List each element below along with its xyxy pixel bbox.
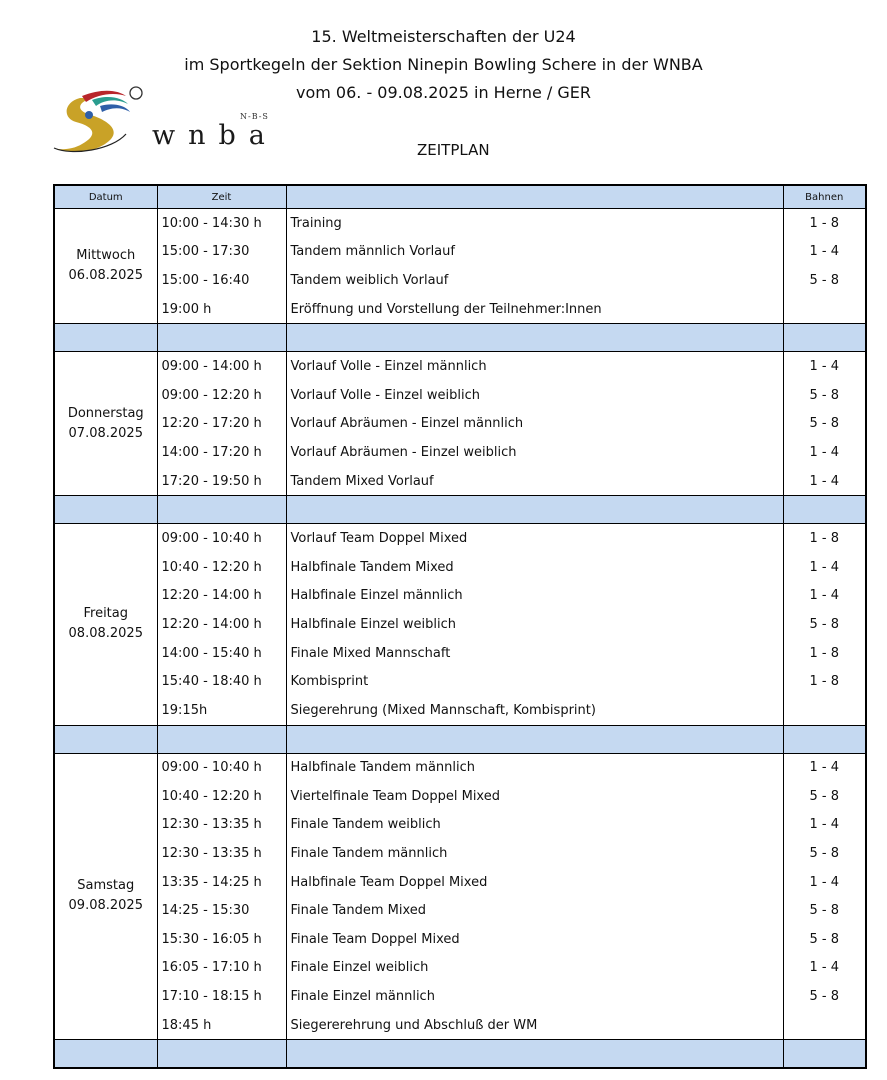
event-cell: Finale Mixed Mannschaft (286, 639, 783, 668)
table-row (54, 839, 866, 868)
lanes-cell (783, 295, 866, 324)
separator-cell (783, 496, 866, 524)
event-cell: Finale Tandem männlich (286, 839, 783, 868)
time-cell: 16:05 - 17:10 h (157, 954, 286, 983)
day-separator-row (54, 324, 866, 352)
event-cell: Finale Team Doppel Mixed (286, 925, 783, 954)
event-cell: Siegererehrung und Abschluß der WM (286, 1011, 783, 1040)
time-cell: 19:00 h (157, 295, 286, 324)
separator-cell (54, 496, 157, 524)
table-row (54, 982, 866, 1011)
time-cell: 13:35 - 14:25 h (157, 868, 286, 897)
separator-cell (783, 324, 866, 352)
event-cell: Tandem männlich Vorlauf (286, 238, 783, 267)
time-cell: 10:40 - 12:20 h (157, 553, 286, 582)
time-cell: 14:00 - 17:20 h (157, 438, 286, 467)
separator-cell (783, 1040, 866, 1069)
event-cell: Halbfinale Einzel weiblich (286, 610, 783, 639)
separator-cell (783, 725, 866, 753)
time-cell: 15:00 - 17:30 (157, 238, 286, 267)
schedule-table (53, 184, 867, 1069)
lanes-cell: 1 - 8 (783, 524, 866, 553)
lanes-cell: 1 - 8 (783, 639, 866, 668)
event-cell: Eröffnung und Vorstellung der Teilnehmer:Innen (286, 295, 783, 324)
separator-cell (54, 725, 157, 753)
lanes-cell (783, 1011, 866, 1040)
time-cell: 12:20 - 14:00 h (157, 610, 286, 639)
event-cell: Finale Einzel männlich (286, 982, 783, 1011)
day-name: Samstag (77, 878, 135, 894)
lanes-cell: 5 - 8 (783, 982, 866, 1011)
table-row (54, 925, 866, 954)
event-cell: Halbfinale Tandem männlich (286, 753, 783, 782)
time-cell: 14:00 - 15:40 h (157, 639, 286, 668)
separator-cell (286, 496, 783, 524)
time-cell: 17:10 - 18:15 h (157, 982, 286, 1011)
day-separator-row (54, 496, 866, 524)
column-header-time: Zeit (157, 185, 286, 209)
table-row (54, 295, 866, 324)
logo-text: wnba (152, 120, 278, 151)
lanes-cell: 1 - 4 (783, 352, 866, 381)
lanes-cell: 1 - 8 (783, 667, 866, 696)
event-cell: Vorlauf Volle - Einzel männlich (286, 352, 783, 381)
wnba-logo (52, 84, 292, 158)
time-cell: 12:30 - 13:35 h (157, 811, 286, 840)
separator-cell (286, 725, 783, 753)
table-row (54, 639, 866, 668)
logo-subtext: N-B-S (240, 112, 269, 121)
separator-cell (157, 1040, 286, 1069)
day-date: 07.08.2025 (68, 425, 143, 441)
event-cell: Vorlauf Team Doppel Mixed (286, 524, 783, 553)
table-row (54, 811, 866, 840)
lanes-cell: 1 - 4 (783, 954, 866, 983)
day-date: 09.08.2025 (68, 898, 143, 914)
day-cell (54, 753, 157, 1040)
event-cell: Training (286, 209, 783, 238)
lanes-cell: 1 - 4 (783, 868, 866, 897)
event-cell: Finale Tandem Mixed (286, 896, 783, 925)
table-row (54, 1011, 866, 1040)
lanes-cell: 5 - 8 (783, 839, 866, 868)
time-cell: 12:20 - 14:00 h (157, 582, 286, 611)
lanes-cell: 5 - 8 (783, 925, 866, 954)
table-row (54, 438, 866, 467)
event-cell: Siegerehrung (Mixed Mannschaft, Kombisprint) (286, 696, 783, 725)
day-cell (54, 524, 157, 725)
day-date: 08.08.2025 (68, 626, 143, 642)
time-cell: 15:00 - 16:40 (157, 266, 286, 295)
time-cell: 18:45 h (157, 1011, 286, 1040)
table-row (54, 381, 866, 410)
table-row (54, 467, 866, 496)
lanes-cell: 1 - 4 (783, 467, 866, 496)
day-separator-row (54, 1040, 866, 1069)
lanes-cell: 5 - 8 (783, 610, 866, 639)
event-cell: Tandem weiblich Vorlauf (286, 266, 783, 295)
time-cell: 09:00 - 12:20 h (157, 381, 286, 410)
lanes-cell: 1 - 8 (783, 209, 866, 238)
time-cell: 19:15h (157, 696, 286, 725)
time-cell: 09:00 - 10:40 h (157, 753, 286, 782)
table-row (54, 868, 866, 897)
time-cell: 12:20 - 17:20 h (157, 410, 286, 439)
day-cell (54, 352, 157, 496)
table-row (54, 553, 866, 582)
column-header-lanes: Bahnen (783, 185, 866, 209)
lanes-cell: 1 - 4 (783, 238, 866, 267)
section-title: ZEITPLAN (417, 141, 490, 159)
separator-cell (157, 324, 286, 352)
lanes-cell: 5 - 8 (783, 410, 866, 439)
lanes-cell: 1 - 4 (783, 811, 866, 840)
table-row (54, 954, 866, 983)
table-row (54, 582, 866, 611)
day-separator-row (54, 725, 866, 753)
table-row (54, 696, 866, 725)
separator-cell (54, 324, 157, 352)
lanes-cell: 1 - 4 (783, 438, 866, 467)
event-cell: Halbfinale Einzel männlich (286, 582, 783, 611)
event-cell: Vorlauf Abräumen - Einzel weiblich (286, 438, 783, 467)
time-cell: 09:00 - 10:40 h (157, 524, 286, 553)
event-cell: Finale Tandem weiblich (286, 811, 783, 840)
event-cell: Halbfinale Tandem Mixed (286, 553, 783, 582)
time-cell: 09:00 - 14:00 h (157, 352, 286, 381)
table-row (54, 896, 866, 925)
time-cell: 17:20 - 19:50 h (157, 467, 286, 496)
event-cell: Viertelfinale Team Doppel Mixed (286, 782, 783, 811)
table-row (54, 753, 866, 782)
table-row (54, 238, 866, 267)
day-name: Freitag (83, 606, 129, 622)
column-header-event (286, 185, 783, 209)
time-cell: 12:30 - 13:35 h (157, 839, 286, 868)
time-cell: 10:00 - 14:30 h (157, 209, 286, 238)
table-header-row (54, 185, 866, 209)
day-date: 06.08.2025 (68, 268, 143, 284)
lanes-cell: 5 - 8 (783, 381, 866, 410)
separator-cell (54, 1040, 157, 1069)
column-header-date: Datum (54, 185, 157, 209)
event-cell: Halbfinale Team Doppel Mixed (286, 868, 783, 897)
table-row (54, 410, 866, 439)
event-cell: Tandem Mixed Vorlauf (286, 467, 783, 496)
lanes-cell: 5 - 8 (783, 266, 866, 295)
separator-cell (286, 1040, 783, 1069)
lanes-cell: 5 - 8 (783, 782, 866, 811)
time-cell: 10:40 - 12:20 h (157, 782, 286, 811)
table-row (54, 610, 866, 639)
event-cell: Kombisprint (286, 667, 783, 696)
table-row (54, 524, 866, 553)
event-cell: Vorlauf Abräumen - Einzel männlich (286, 410, 783, 439)
lanes-cell: 1 - 4 (783, 582, 866, 611)
time-cell: 14:25 - 15:30 (157, 896, 286, 925)
document-title-line1: 15. Weltmeisterschaften der U24 (311, 27, 576, 46)
day-name: Mittwoch (76, 248, 136, 264)
separator-cell (286, 324, 783, 352)
table-row (54, 782, 866, 811)
separator-cell (157, 725, 286, 753)
document-title-line3: vom 06. - 09.08.2025 in Herne / GER (295, 83, 592, 102)
lanes-cell: 1 - 4 (783, 753, 866, 782)
event-cell: Vorlauf Volle - Einzel weiblich (286, 381, 783, 410)
table-row (54, 209, 866, 238)
document-title-line2: im Sportkegeln der Sektion Ninepin Bowling Schere in der WNBA (184, 55, 703, 74)
day-cell (54, 209, 157, 324)
wnba-swoosh-icon (52, 84, 162, 158)
table-row (54, 266, 866, 295)
time-cell: 15:40 - 18:40 h (157, 667, 286, 696)
separator-cell (157, 496, 286, 524)
table-row (54, 667, 866, 696)
lanes-cell: 5 - 8 (783, 896, 866, 925)
day-name: Donnerstag (67, 405, 144, 421)
table-row (54, 352, 866, 381)
lanes-cell (783, 696, 866, 725)
time-cell: 15:30 - 16:05 h (157, 925, 286, 954)
lanes-cell: 1 - 4 (783, 553, 866, 582)
event-cell: Finale Einzel weiblich (286, 954, 783, 983)
